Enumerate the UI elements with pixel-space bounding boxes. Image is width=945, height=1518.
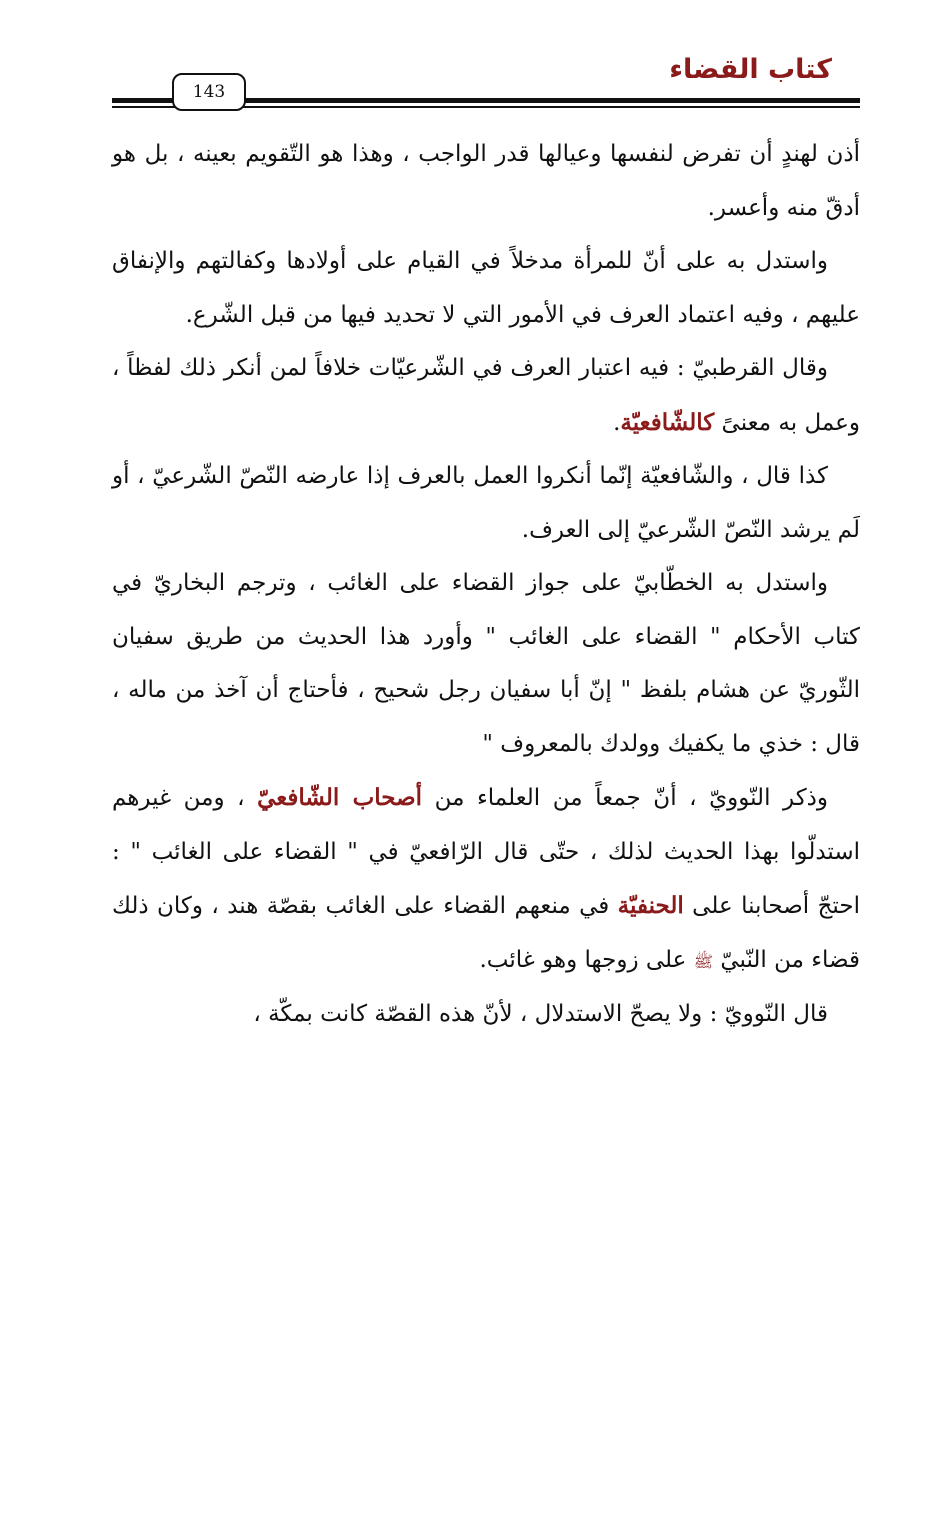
paragraph-text: وذكر النّوويّ ، أنّ جمعاً من العلماء من: [422, 785, 829, 811]
paragraph: [112, 342, 860, 450]
paragraph-text: كذا قال ، والشّافعيّة إنّما أنكروا العمل بالعرف إذا عارضه النّصّ الشّرعيّ ، أو لَم يرشد النّصّ الشّرعيّ إلى العرف.: [112, 463, 860, 543]
paragraph-text: وقال القرطبيّ : فيه اعتبار العرف في الشّرعيّات خلافاً لمن أنكر ذلك لفظاً ، وعمل به معنىً: [112, 355, 860, 436]
paragraph: [112, 988, 860, 1042]
paragraph: [112, 235, 860, 342]
book-title: كتاب القضاء: [669, 54, 832, 85]
honorific-symbol: ﷺ: [693, 951, 714, 971]
highlighted-term: كالشّافعيّة: [620, 408, 715, 436]
paragraph-text: على زوجها وهو غائب.: [479, 946, 694, 973]
page-number-badge: 143: [172, 73, 246, 111]
paragraph: [112, 128, 860, 235]
paragraph: [112, 557, 860, 771]
paragraph-text: واستدل به الخطّابيّ على جواز القضاء على الغائب ، وترجم البخاريّ في كتاب الأحكام " القضاء على الغائب " وأورد هذا الحديث من طريق سفيان الثّوريّ عن هشام بلفظ " إنّ أبا سفيان رجل شحيح ، فأحتاج أن آخذ من ماله ، قال : خذي ما يكفيك وولدك بالمعروف ": [112, 570, 860, 757]
paragraph: [112, 771, 860, 988]
main-text: [112, 128, 860, 1042]
paragraph-text: في منعهم القضاء على الغائب بقصّة هند ، وكان ذلك قضاء من النّبيّ: [112, 893, 860, 973]
paragraph-text: قال النّوويّ : ولا يصحّ الاستدلال ، لأنّ هذه القصّة كانت بمكّة ،: [253, 1001, 828, 1027]
highlighted-term: أصحاب الشّافعيّ: [257, 784, 423, 811]
highlighted-term: الحنفيّة: [617, 892, 684, 919]
paragraph-text: واستدل به على أنّ للمرأة مدخلاً في القيام على أولادها وكفالتهم والإنفاق عليهم ، وفيه اعتماد العرف في الأمور التي لا تحديد فيها من قبل الشّرع.: [112, 248, 860, 328]
paragraph-text: ، ومن غيرهم استدلّوا بهذا الحديث لذلك ، حتّى قال الرّافعيّ في " القضاء على الغائب " : احتجّ أصحابنا على: [112, 785, 860, 919]
paragraph-text: أذن لهندٍ أن تفرض لنفسها وعيالها قدر الواجب ، وهذا هو التّقويم بعينه ، بل هو أدقّ منه وأعسر.: [112, 141, 860, 221]
paragraph-text: .: [613, 409, 621, 436]
page-header: [112, 40, 860, 120]
paragraph: [112, 450, 860, 557]
